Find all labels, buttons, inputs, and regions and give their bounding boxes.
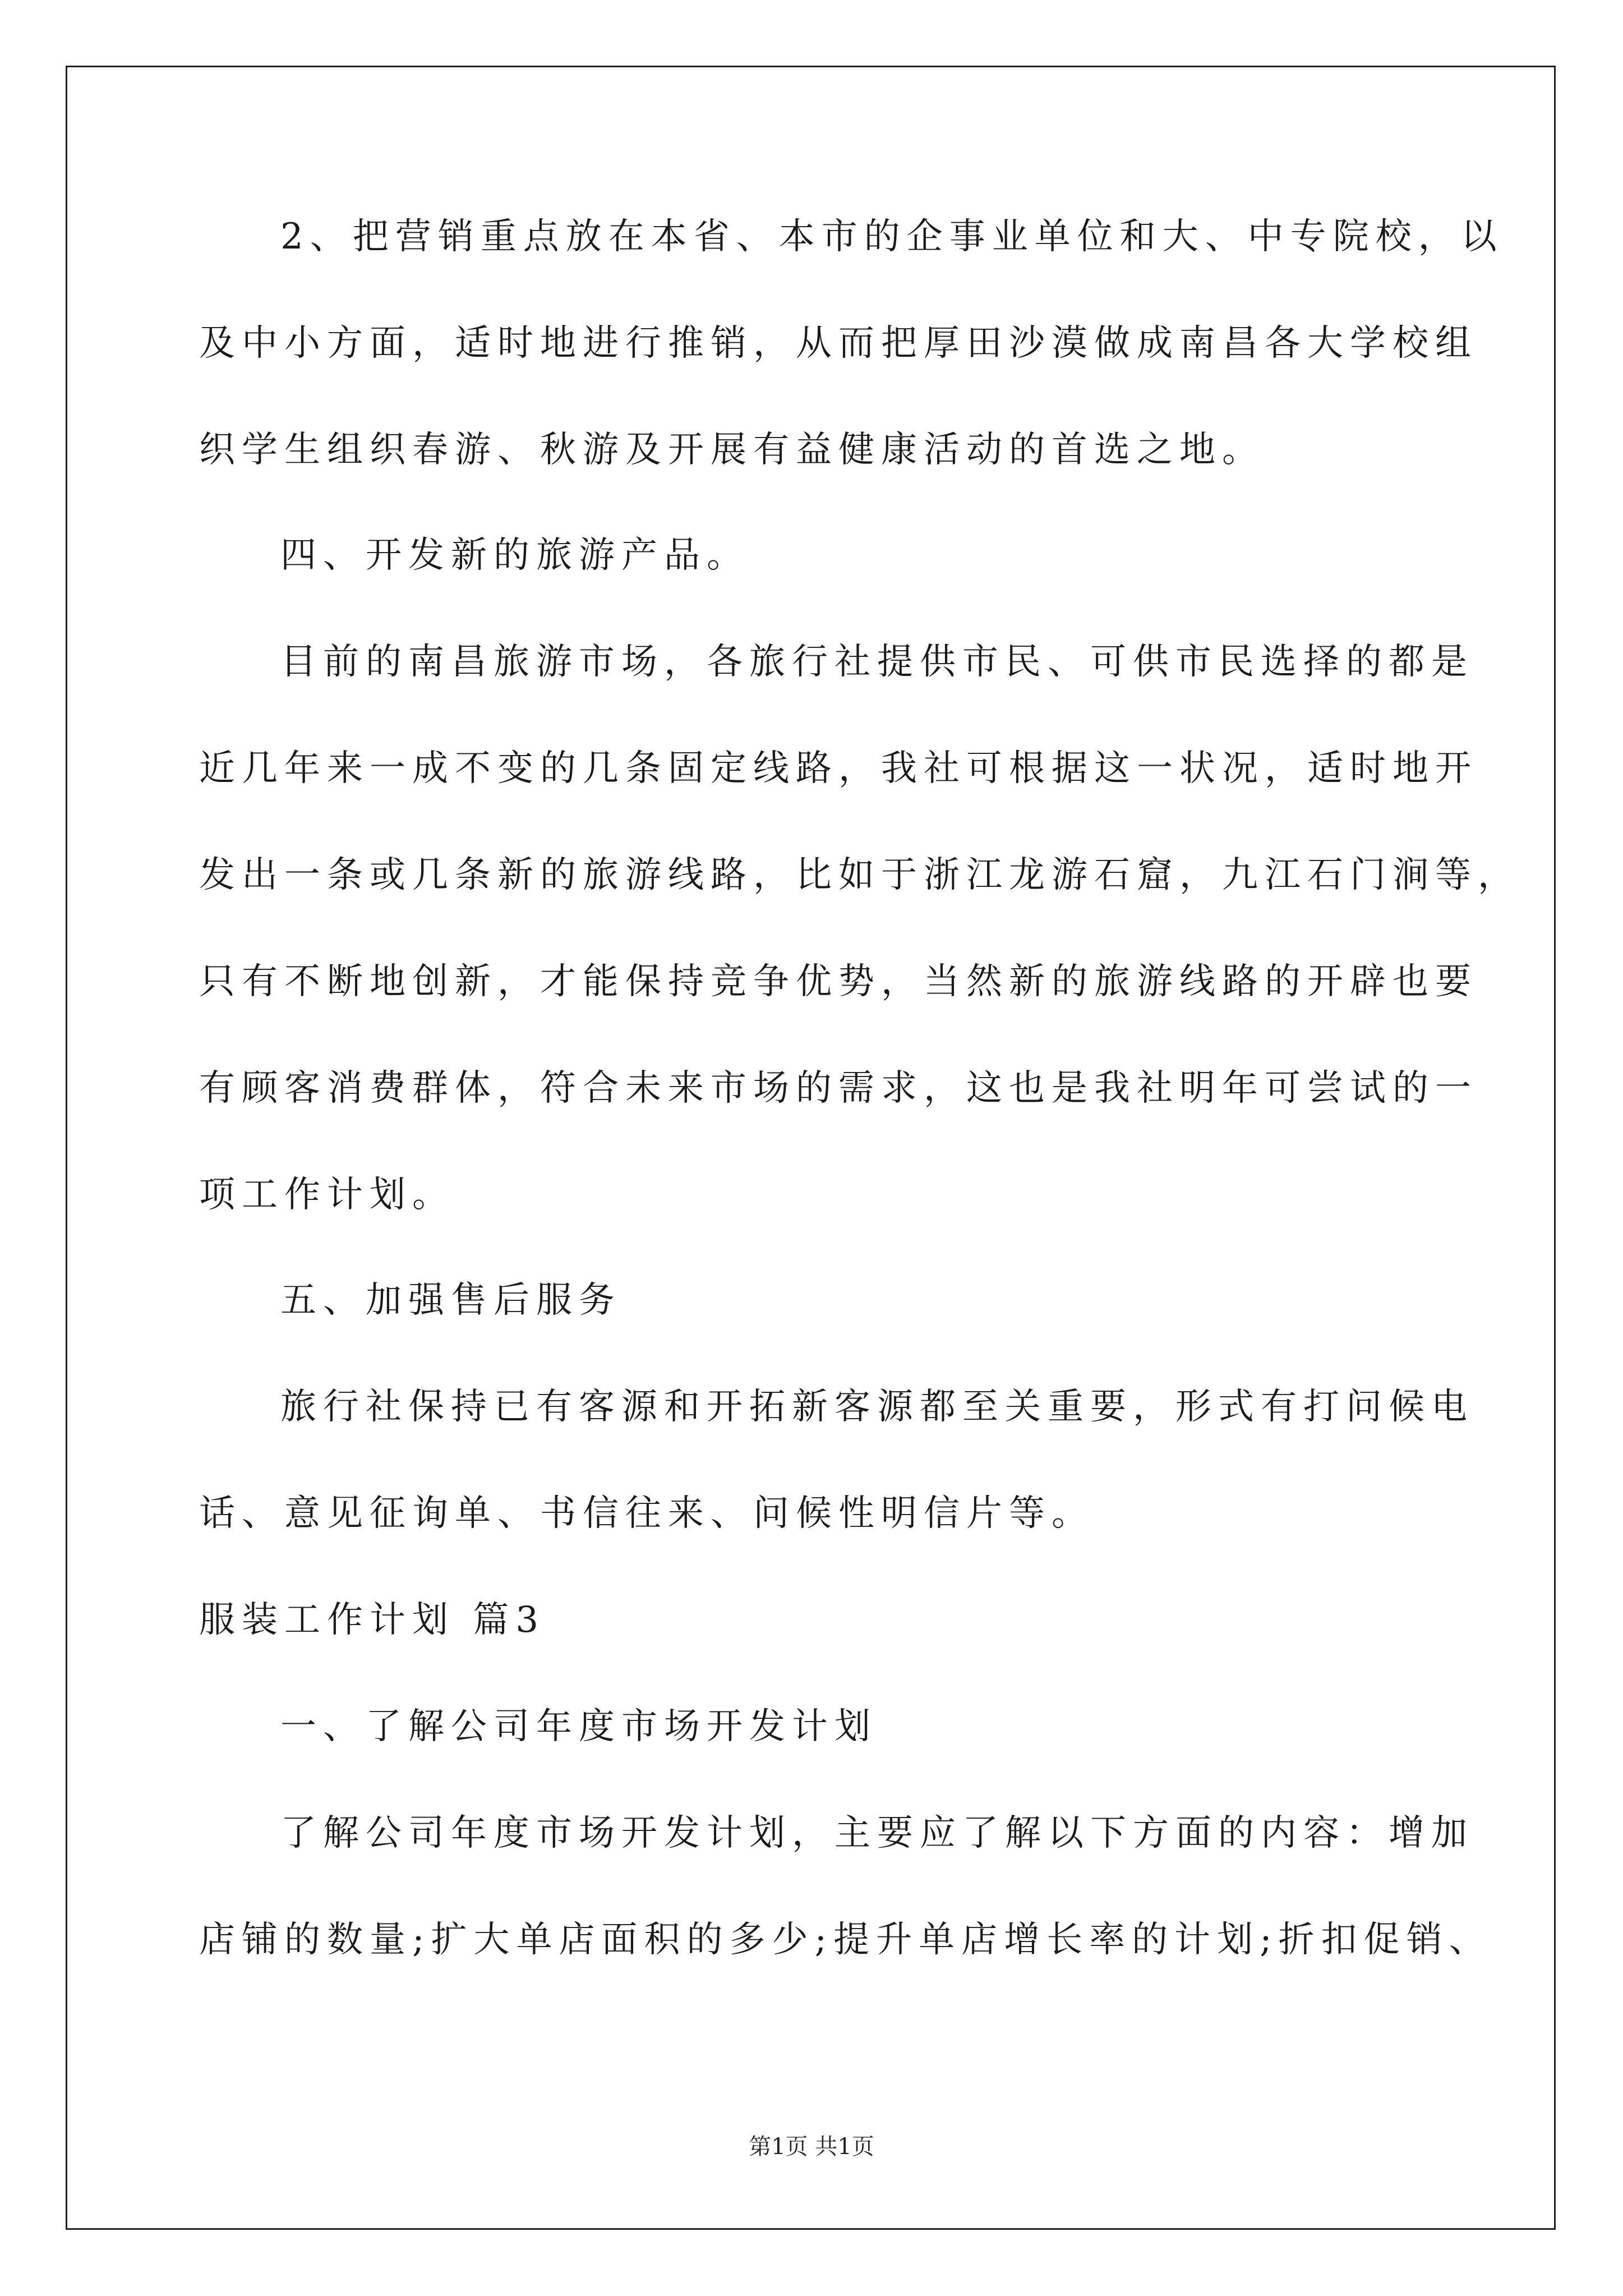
paragraph-line: 项工作计划。 (199, 1174, 455, 1216)
paragraph-line: 只有不断地创新，才能保持竞争优势，当然新的旅游线路的开辟也要 (199, 961, 1478, 1002)
section-heading: 五、加强售后服务 (280, 1280, 621, 1321)
page-border (66, 66, 1556, 2230)
paragraph-line: 了解公司年度市场开发计划，主要应了解以下方面的内容：增加 (280, 1812, 1474, 1854)
paragraph-line: 2、把营销重点放在本省、本市的企事业单位和大、中专院校，以 (280, 216, 1504, 257)
paragraph-line: 织学生组织春游、秋游及开展有益健康活动的首选之地。 (199, 429, 1265, 471)
paragraph-line: 有顾客消费群体，符合未来市场的需求，这也是我社明年可尝试的一 (199, 1068, 1478, 1109)
paragraph-line: 旅行社保持已有客源和开拓新客源都至关重要，形式有打问候电 (280, 1386, 1474, 1428)
article-title: 服装工作计划 篇3 (199, 1599, 546, 1641)
paragraph-line: 目前的南昌旅游市场，各旅行社提供市民、可供市民选择的都是 (280, 641, 1474, 683)
paragraph-line: 近几年来一成不变的几条固定线路，我社可根据这一状况，适时地开 (199, 748, 1478, 789)
paragraph-line: 发出一条或几条新的旅游线路，比如于浙江龙游石窟，九江石门涧等， (199, 854, 1520, 896)
paragraph-line: 话、意见征询单、书信往来、问候性明信片等。 (199, 1493, 1094, 1534)
paragraph-line: 及中小方面，适时地进行推销，从而把厚田沙漠做成南昌各大学校组 (199, 323, 1478, 364)
page-footer: 第1页 共1页 (749, 2134, 874, 2160)
section-heading: 一、了解公司年度市场开发计划 (280, 1706, 877, 1747)
paragraph-line: 店铺的数量;扩大单店面积的多少;提升单店增长率的计划;折扣促销、 (199, 1919, 1492, 1961)
section-heading: 四、开发新的旅游产品。 (280, 535, 749, 576)
